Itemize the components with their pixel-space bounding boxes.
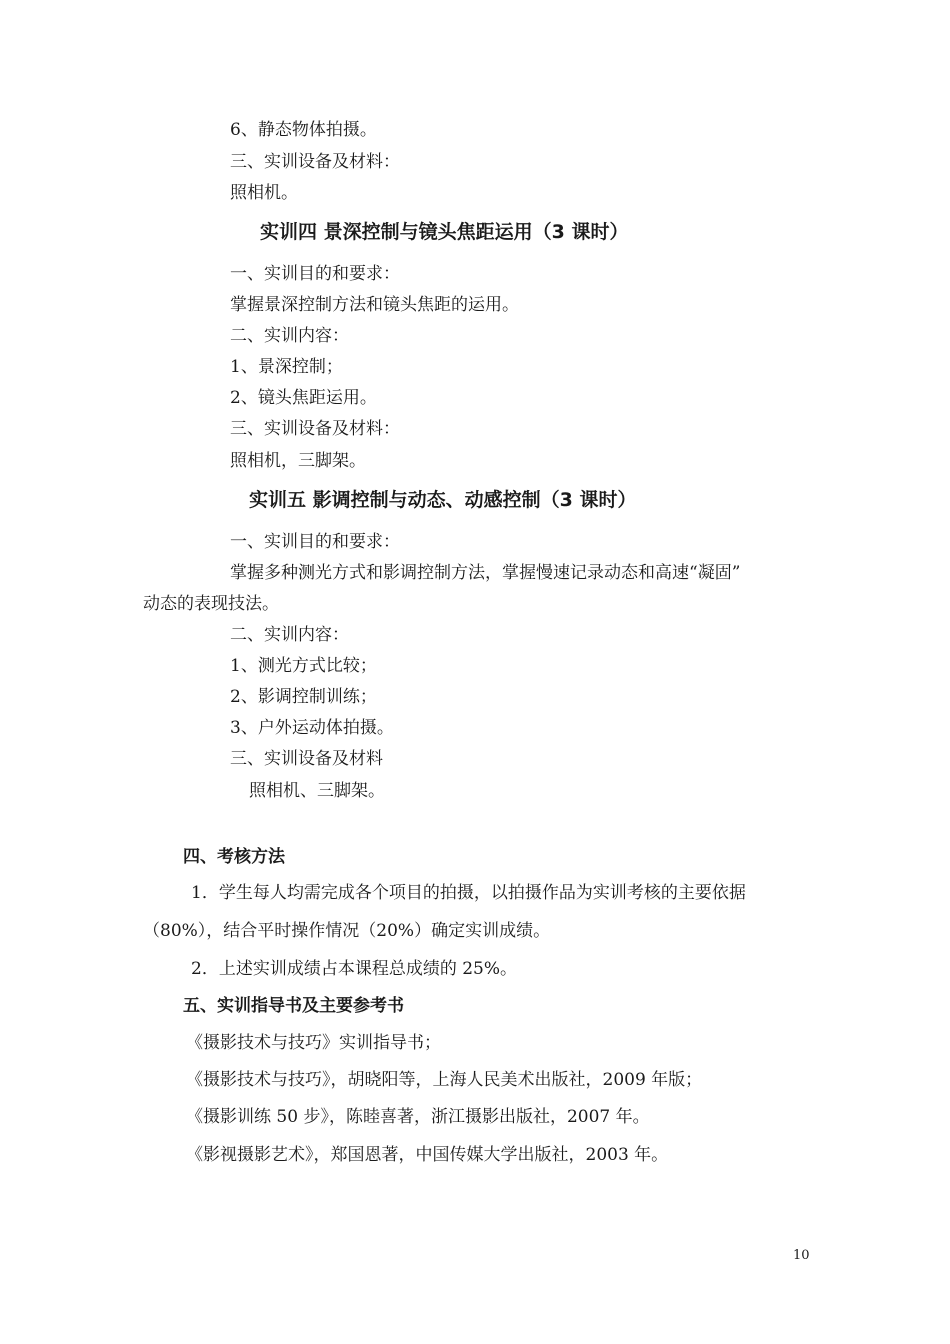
paragraph-line: 掌握多种测光方式和影调控制方法，掌握慢速记录动态和高速“凝固”	[230, 563, 741, 583]
reference-item: 《影视摄影艺术》，郑国恩著，中国传媒大学出版社，2003 年。	[186, 1145, 669, 1165]
text-line: 照相机、三脚架。	[249, 781, 385, 801]
text-line: 照相机，三脚架。	[230, 451, 366, 471]
reference-item: 《摄影技术与技巧》实训指导书；	[186, 1033, 441, 1053]
text-line: 2、影调控制训练；	[230, 687, 377, 707]
section-title: 实训五 影调控制与动态、动感控制（3 课时）	[249, 489, 637, 511]
text-line: 3、户外运动体拍摄。	[230, 718, 394, 738]
text-line: 照相机。	[230, 183, 298, 203]
text-line: 三、实训设备及材料：	[230, 419, 400, 439]
text-line: 一、实训目的和要求：	[230, 264, 400, 284]
text-line: 1、测光方式比较；	[230, 656, 377, 676]
reference-item: 《摄影技术与技巧》，胡晓阳等，上海人民美术出版社，2009 年版；	[186, 1070, 703, 1090]
page-number: 10	[793, 1248, 810, 1263]
text-line: 1、景深控制；	[230, 357, 343, 377]
text-line: 三、实训设备及材料：	[230, 152, 400, 172]
text-line: 二、实训内容：	[230, 326, 349, 346]
paragraph-line: 动态的表现技法。	[143, 594, 279, 614]
section-heading: 五、实训指导书及主要参考书	[183, 996, 404, 1016]
section-title: 实训四 景深控制与镜头焦距运用（3 课时）	[260, 221, 629, 243]
reference-item: 《摄影训练 50 步》，陈睦喜著，浙江摄影出版社，2007 年。	[186, 1107, 650, 1127]
paragraph-line: 1．学生每人均需完成各个项目的拍摄，以拍摄作品为实训考核的主要依据	[191, 883, 746, 903]
text-line: 6、静态物体拍摄。	[230, 120, 377, 140]
paragraph-line: （80%），结合平时操作情况（20%）确定实训成绩。	[143, 921, 551, 941]
text-line: 三、实训设备及材料	[230, 749, 383, 769]
text-line: 一、实训目的和要求：	[230, 532, 400, 552]
section-heading: 四、考核方法	[183, 847, 285, 867]
text-line: 二、实训内容：	[230, 625, 349, 645]
paragraph-line: 2．上述实训成绩占本课程总成绩的 25%。	[191, 959, 518, 979]
text-line: 2、镜头焦距运用。	[230, 388, 377, 408]
text-line: 掌握景深控制方法和镜头焦距的运用。	[230, 295, 519, 315]
